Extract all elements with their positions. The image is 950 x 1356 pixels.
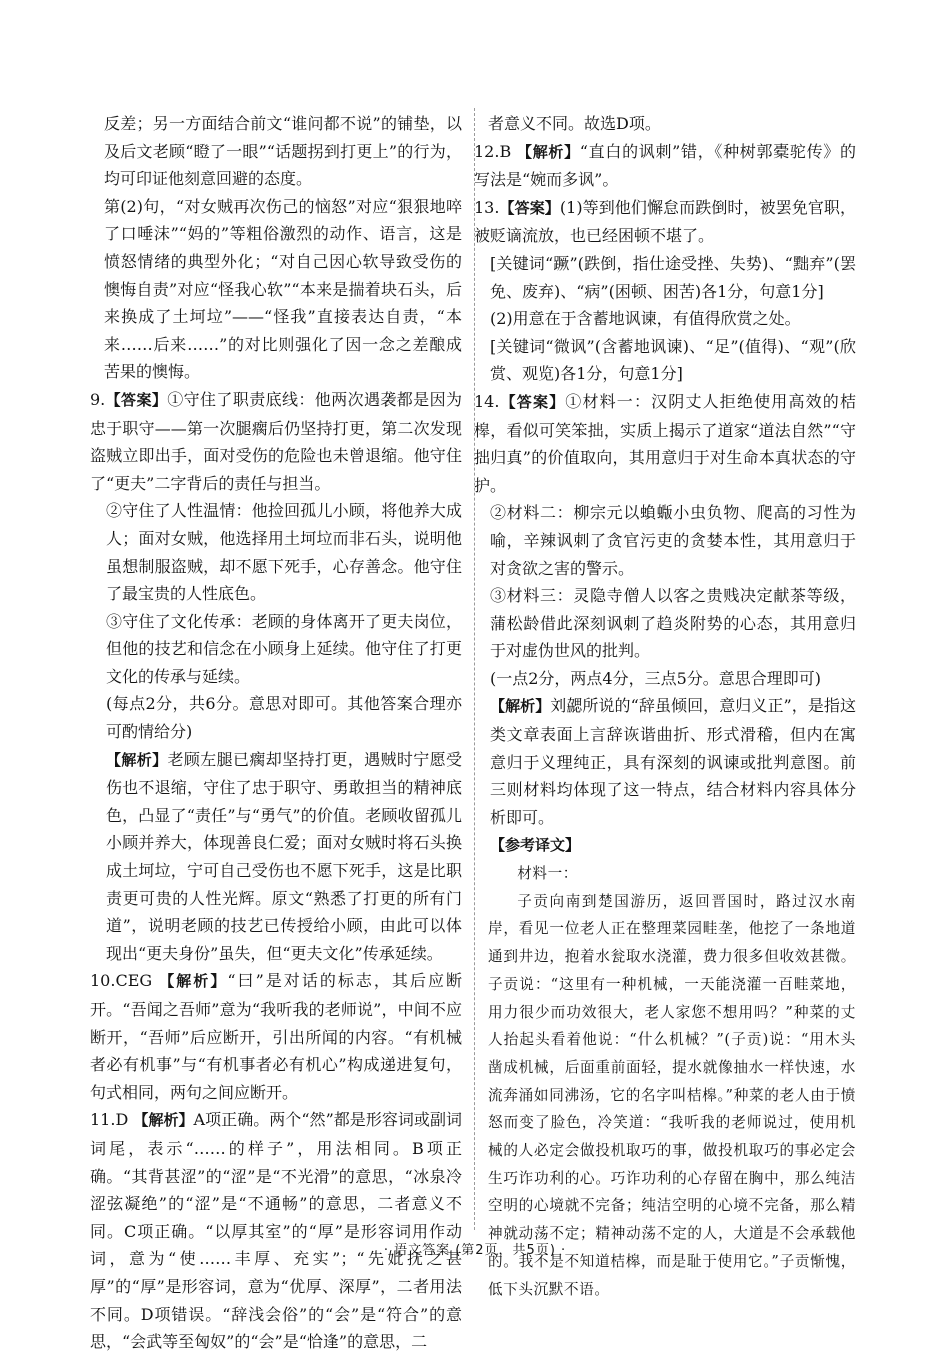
analysis-9 (104, 746, 462, 968)
question-14 (474, 388, 856, 499)
answer-tag: 【答案】 (499, 198, 560, 217)
answer-point-3: ③材料三：灵隐寺僧人以客之贵贱决定献茶等级，蒲松龄借此深刻讽刺了趋炎附势的心态，其用意归于对虚伪世风的批判。 (490, 586, 856, 661)
translation-tag: 【参考译文】 (490, 836, 581, 855)
question-10 (90, 967, 462, 1106)
question-number: 14. (474, 391, 500, 411)
answer-part-2: (2)用意在于含蓄地讽谏，有值得欣赏之处。 (490, 309, 801, 329)
material-label: 材料一： (517, 865, 578, 883)
paragraph-sentence-2: 第(2)句，“对女贼再次伤己的恼怒”对应“狠狠地啐了口唾沫”“妈的”等粗俗激烈的动作、语言，这是愤怒情绪的典型外化；“对自己因心软导致受伤的懊悔自责”对应“怪我心软”“本来是揣着块石头，后来换成了土坷垃”——“怪我”直接表达自责，“本来……后来……”的对比则强化了因一念之差酿成苦果的懊悔。 (104, 196, 462, 382)
analysis-tag: 【解析】 (490, 697, 551, 716)
page-footer: · 语文答案 (第2页，共5页) · (383, 1243, 567, 1258)
analysis-tag: 【解析】 (159, 972, 228, 991)
left-column (90, 110, 462, 1356)
answer-point-1: ①守住了职责底线：他两次遇袭都是因为忠于职守——第一次腿瘸后仍坚持打更，第二次发现盗贼立即出手，面对受伤的危险也未曾退缩。他守住了“更夫”二字背后的责任与担当。 (90, 389, 462, 493)
question-number: 12. (474, 141, 500, 161)
answer-point-2: ②材料二：柳宗元以蝜蝂小虫负物、爬高的习性为喻，辛辣讽刺了贪官污吏的贪婪本性，其用意归于对贪欲之害的警示。 (490, 503, 856, 578)
answer-letters: D (115, 1110, 129, 1130)
analysis-tag: 【解析】 (517, 142, 580, 161)
paragraph-cont: 反差；另一方面结合前文“谁问都不说”的铺垫，以及后文老顾“瞪了一眼”“话题拐到打更上”的行为，均可印证他刻意回避的态度。 (104, 114, 462, 189)
answer-letters: B (499, 141, 512, 161)
analysis-tag: 【解析】 (133, 1111, 194, 1130)
answer-point-1: ①材料一：汉阴丈人拒绝使用高效的桔槔，看似可笑笨拙，实质上揭示了道家“道法自然”“守拙归真”的价值取向，其用意归于对生命本真状态的守护。 (474, 391, 856, 495)
question-number: 13. (474, 197, 500, 217)
analysis-tag: 【解析】 (106, 750, 168, 769)
analysis-text: 刘勰所说的“辞虽倾回，意归义正”，是指这类文章表面上言辞诙谐曲折、形式滑稽，但内在寓意归于义理纯正，具有深刻的讽谏或批判意图。前三则材料均体现了这一特点，结合材料内容具体分析即可。 (490, 696, 856, 827)
column-divider (474, 108, 475, 1230)
answer-letters: CEG (115, 971, 153, 991)
question-11 (90, 1106, 462, 1355)
translation-block (488, 860, 856, 1303)
answer-part-1: (1)等到他们懈怠而跌倒时，被罢免官职，被贬谪流放，也已经困顿不堪了。 (474, 197, 856, 246)
keyword-note-1: [关键词“蹶”(跌倒，指仕途受挫、失势)、“黜弃”(罢免、废弃)、“病”(困顿、困苦)各1分，句意1分] (490, 253, 856, 301)
translation-heading (488, 831, 856, 860)
answer-point-2: ②守住了人性温情：他捡回孤儿小顾，将他养大成人；面对女贼，他选择用土坷垃而非石头，说明他虽想制服盗贼，却不愿下死手，心存善念。他守住了最宝贵的人性底色。 (106, 501, 462, 604)
analysis-text: “曰”是对话的标志，其后应断开。“吾闻之吾师”意为“我听我的老师说”，中间不应断开，“吾师”后应断开，引出所闻的内容。“有机械者必有机事”与“有机事者必有机心”构成递进复句，句式相同，两句之间应断开。 (90, 971, 462, 1102)
translation-text: 子贡向南到楚国游历，返回晋国时，路过汉水南岸，看见一位老人正在整理菜园畦垄，他挖了一条地道通到井边，抱着水瓮取水浇灌，费力很多但收效甚微。子贡说：“这里有一种机械，一天能浇灌一百畦菜地，用力很少而功效很大，老人家您不想用吗？”种菜的丈人抬起头看着他说：“什么机械？”(子贡)说：“用木头凿成机械，后面重前面轻，提水就像抽水一样快速，水流奔涌如同沸汤，它的名字叫桔槔。”种菜的老人由于愤怒而变了脸色，冷笑道：“我听我的老师说过，使用机械的人必定会做投机取巧的事，做投机取巧的事必定会生巧诈功利的心。巧诈功利的心存留在胸中，那么纯洁空明的心境就不完备；纯洁空明的心境不完备，那么精神就动荡不定；精神动荡不定的人，大道是不会承载他的。我不是不知道桔槔，而是耻于使用它。”子贡惭愧，低下头沉默不语。 (488, 892, 856, 1298)
question-number: 9. (90, 389, 106, 409)
analysis-text: “直白的讽刺”错，《种树郭橐驼传》的写法是“婉而多讽”。 (474, 141, 856, 190)
question-12 (474, 138, 856, 194)
analysis-text: 老顾左腿已瘸却坚持打更，遇贼时宁愿受伤也不退缩，守住了忠于职守、勇敢担当的精神底色，凸显了“责任”与“勇气”的价值。老顾收留孤儿小顾并养大，体现善良仁爱；面对女贼时将石头换成土坷垃，宁可自己受伤也不愿下死手，这是比职责更可贵的人性光辉。原文“熟悉了打更的所有门道”，说明老顾的技艺已传授给小顾，由此可以体现出“更夫身份”虽失，但“更夫文化”传承延续。 (106, 749, 462, 963)
scoring-note: (每点2分，共6分。意思对即可。其他答案合理亦可酌情给分) (106, 694, 462, 742)
analysis-14 (488, 692, 856, 831)
question-number: 10. (90, 971, 116, 991)
question-13 (474, 194, 856, 250)
answer-tag: 【答案】 (499, 392, 566, 411)
analysis-text: A项正确。两个“然”都是形容词或副词词尾，表示“……的样子”，用法相同。B项正确。“其背甚涩”的“涩”是“不光滑”的意思，“冰泉冷涩弦凝绝”的“涩”是“不通畅”的意思，二者意义不同。C项正确。“以厚其室”的“厚”是形容词用作动词，意为“使……丰厚、充实”；“先妣抚之甚厚”的“厚”是形容词，意为“优厚、深厚”，二者用法不同。D项错误。“辞浅会俗”的“会”是“符合”的意思，“会武等至匈奴”的“会”是“恰逢”的意思，二 (90, 1110, 462, 1352)
paragraph-cont: 者意义不同。故选D项。 (488, 114, 661, 133)
question-number: 11. (90, 1110, 116, 1130)
answer-tag: 【答案】 (105, 390, 168, 409)
answer-point-3: ③守住了文化传承：老顾的身体离开了更夫岗位，但他的技艺和信念在小顾身上延续。他守住了打更文化的传承与延续。 (106, 611, 462, 686)
scoring-note: (一点2分，两点4分，三点5分。意思合理即可) (490, 668, 822, 688)
keyword-note-2: [关键词“微讽”(含蓄地讽谏)、“足”(值得)、“观”(欣赏、观览)各1分，句意1分] (490, 336, 856, 384)
question-9 (90, 386, 462, 497)
